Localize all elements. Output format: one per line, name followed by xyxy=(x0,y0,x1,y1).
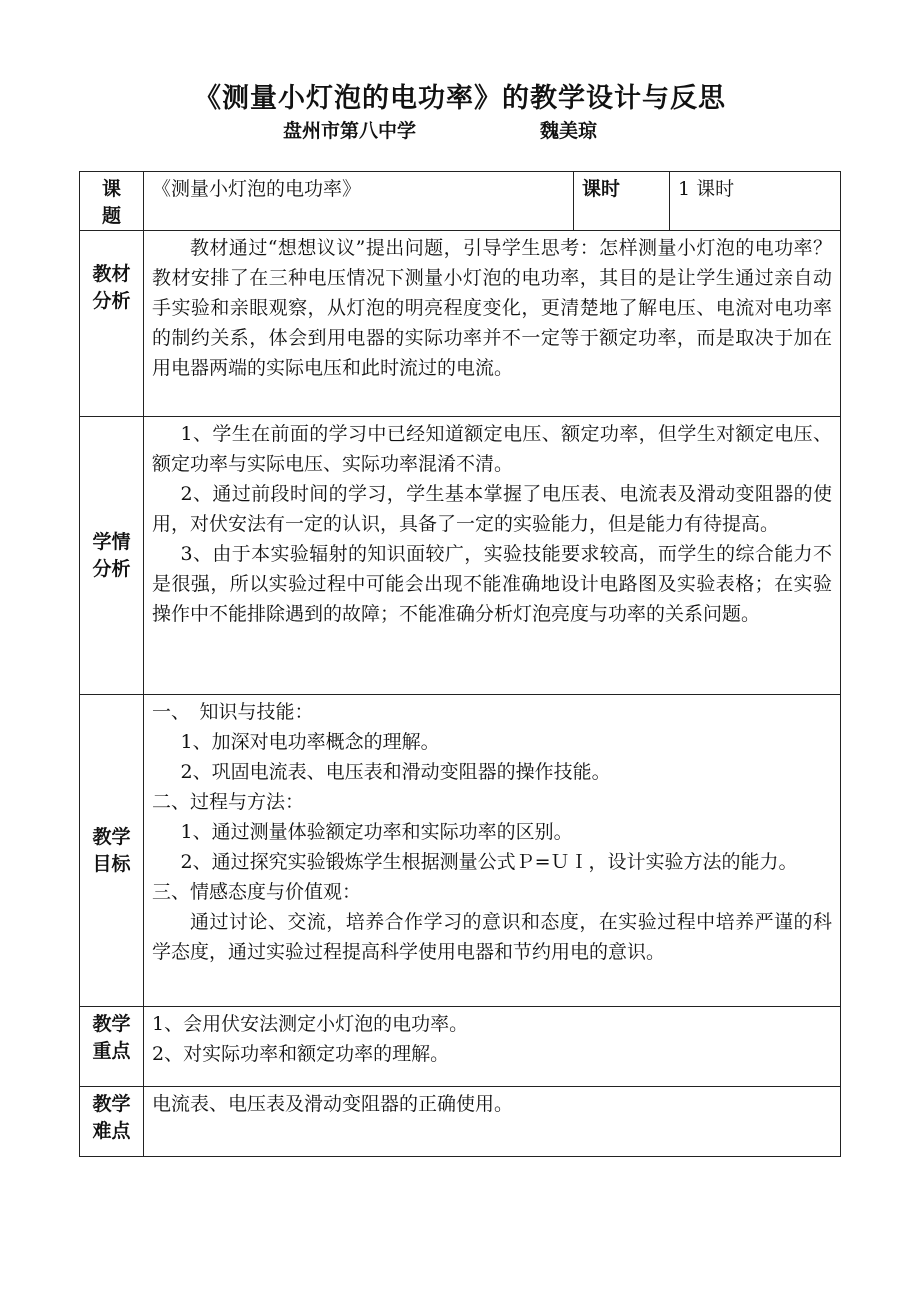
goal-knowledge-2: 2、巩固电流表、电压表和滑动变阻器的操作技能。 xyxy=(180,761,611,783)
period-value: 1 课时 xyxy=(670,172,841,231)
key-point-1: 1、会用伏安法测定小灯泡的电功率。 xyxy=(152,1013,469,1035)
material-analysis xyxy=(144,231,841,417)
students-point-2: 2、通过前段时间的学习，学生基本掌握了电压表、电流表及滑动变阻器的使用，对伏安法有一定的认识，具备了一定的实验能力，但是能力有待提高。 xyxy=(152,483,832,535)
teaching-goals xyxy=(144,695,841,1007)
students-analysis xyxy=(144,417,841,695)
row-topic xyxy=(80,172,841,231)
row-students xyxy=(80,417,841,695)
label-key-line2: 重点 xyxy=(92,1040,131,1062)
row-goals xyxy=(80,695,841,1007)
label-topic-line2: 题 xyxy=(101,205,121,227)
label-difficult-points xyxy=(80,1087,144,1157)
label-goals-line1: 教学 xyxy=(92,825,131,848)
label-material-line2: 分析 xyxy=(92,290,131,312)
lesson-plan-table xyxy=(79,171,841,1157)
key-point-2: 2、对实际功率和额定功率的理解。 xyxy=(152,1043,450,1065)
key-points xyxy=(144,1007,841,1087)
label-difficult-line2: 难点 xyxy=(92,1120,131,1142)
goal-process-2: 2、通过探究实验锻炼学生根据测量公式Ｐ=ＵＩ，设计实验方法的能力。 xyxy=(180,851,798,873)
goal-process-1: 1、通过测量体验额定功率和实际功率的区别。 xyxy=(180,821,573,843)
label-students xyxy=(80,417,144,695)
students-point-1: 1、学生在前面的学习中已经知道额定电压、额定功率，但学生对额定电压、额定功率与实际电压、实际功率混淆不清。 xyxy=(152,423,832,475)
goal-knowledge-1: 1、加深对电功率概念的理解。 xyxy=(180,731,440,753)
goal-heading-attitude: 三、情感态度与价值观： xyxy=(152,881,362,903)
label-material xyxy=(80,231,144,417)
row-material xyxy=(80,231,841,417)
row-key-points xyxy=(80,1007,841,1087)
label-topic-line1: 课 xyxy=(101,178,121,200)
school-name: 盘州市第八中学 xyxy=(283,120,417,142)
label-difficult-line1: 教学 xyxy=(92,1093,131,1115)
row-difficult-points xyxy=(80,1087,841,1157)
difficult-points xyxy=(144,1087,841,1157)
document-title: 《测量小灯泡的电功率》的教学设计与反思 xyxy=(194,83,726,114)
label-key-points xyxy=(80,1007,144,1087)
topic-value: 《测量小灯泡的电功率》 xyxy=(144,172,574,231)
label-students-line2: 分析 xyxy=(92,557,131,580)
author-name: 魏美琼 xyxy=(540,120,598,142)
goal-heading-knowledge: 一、 知识与技能： xyxy=(152,701,314,723)
period-label: 课时 xyxy=(574,172,670,231)
label-students-line1: 学情 xyxy=(92,530,131,553)
label-topic xyxy=(80,172,144,231)
goal-heading-process: 二、过程与方法： xyxy=(152,791,305,813)
goal-attitude-text: 通过讨论、交流，培养合作学习的意识和态度，在实验过程中培养严谨的科学态度，通过实验过程提高科学使用电器和节约用电的意识。 xyxy=(152,911,832,963)
students-point-3: 3、由于本实验辐射的知识面较广，实验技能要求较高，而学生的综合能力不是很强，所以实验过程中可能会出现不能准确地设计电路图及实验表格；在实验操作中不能排除遇到的故障；不能准确分析灯泡亮度与功率的关系问题。 xyxy=(152,543,832,625)
difficult-point-text: 电流表、电压表及滑动变阻器的正确使用。 xyxy=(152,1093,514,1115)
label-material-line1: 教材 xyxy=(92,263,131,285)
material-text: 教材通过“想想议议”提出问题，引导学生思考：怎样测量小灯泡的电功率？教材安排了在三种电压情况下测量小灯泡的电功率，其目的是让学生通过亲自动手实验和亲眼观察，从灯泡的明亮程度变化，更清楚地了解电压、电流对电功率的制约关系，体会到用电器的实际功率并不一定等于额定功率，而是取决于加在用电器两端的实际电压和此时流过的电流。 xyxy=(152,237,832,379)
label-key-line1: 教学 xyxy=(92,1013,131,1035)
label-goals xyxy=(80,695,144,1007)
label-goals-line2: 目标 xyxy=(92,852,131,875)
